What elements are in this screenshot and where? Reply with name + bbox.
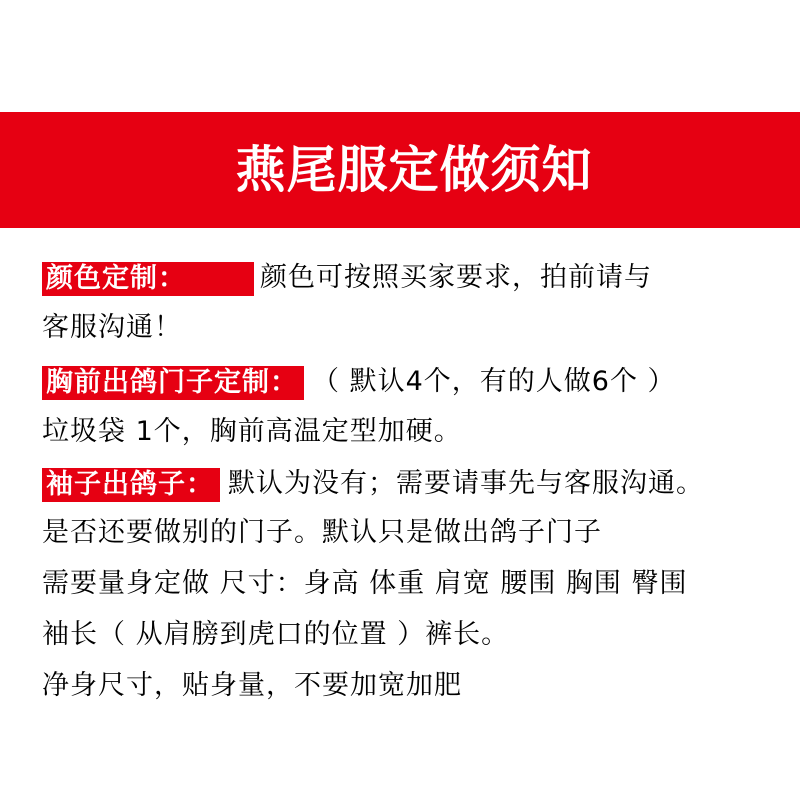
measure-text-2: 袖长（ 从肩膀到虎口的位置 ）裤长。 <box>42 619 510 650</box>
color-text-2: 客服沟通！ <box>42 312 182 343</box>
chest-door-label: 胸前出鸽门子定制： <box>42 366 304 400</box>
measure-text-1: 需要量身定做 尺寸：身高 体重 肩宽 腰围 胸围 臀围 <box>42 568 688 599</box>
sleeve-text-2: 是否还要做别的门子。默认只是做出鸽子门子 <box>42 517 602 548</box>
measure-line-2 <box>42 615 509 655</box>
chest-door-text-1: （ 默认4个，有的人做6个 ） <box>312 366 676 397</box>
measure-line-3 <box>42 666 462 706</box>
chest-door-text-2: 垃圾袋 1个，胸前高温定型加硬。 <box>42 416 462 447</box>
measure-line-1 <box>42 564 688 604</box>
color-line-2 <box>42 308 182 348</box>
sleeve-line-1 <box>42 464 704 504</box>
sleeve-line-2 <box>42 513 602 553</box>
color-line-1 <box>42 258 652 298</box>
measure-text-3: 净身尺寸，贴身量，不要加宽加肥 <box>42 670 462 701</box>
sleeve-text-1: 默认为没有；需要请事先与客服沟通。 <box>228 468 704 499</box>
color-label: 颜色定制： <box>42 262 254 296</box>
chest-door-line-1 <box>42 362 676 402</box>
page-title: 燕尾服定做须知 <box>235 141 593 199</box>
title-banner <box>0 112 800 228</box>
sleeve-label: 袖子出鸽子： <box>42 468 220 502</box>
chest-door-line-2 <box>42 412 462 452</box>
color-text-1: 颜色可按照买家要求，拍前请与 <box>260 262 652 293</box>
